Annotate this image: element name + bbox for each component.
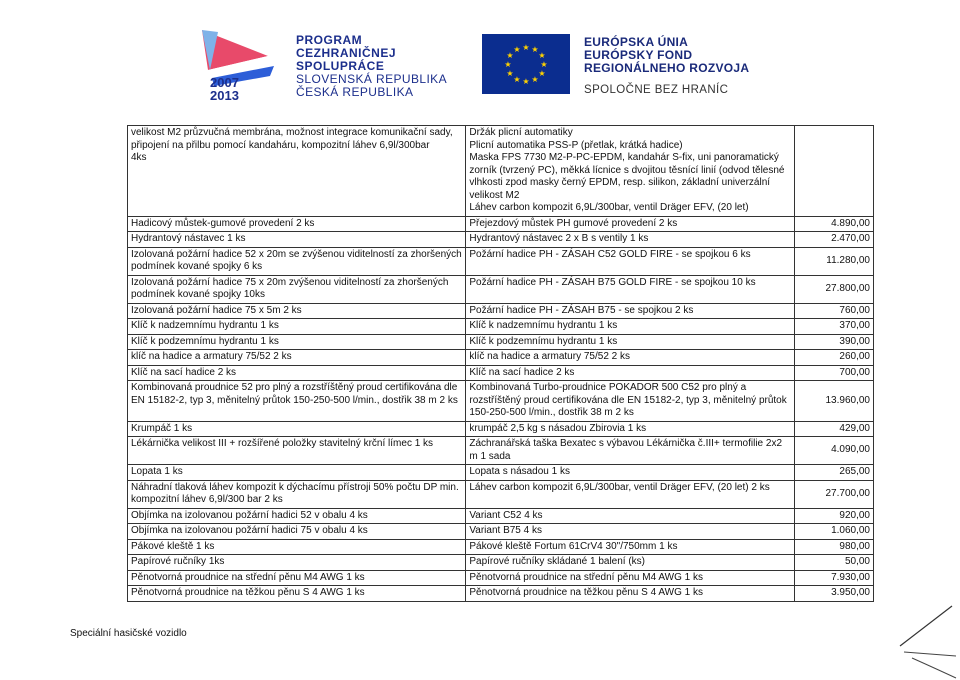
cell-required-item: velikost M2 průzvučná membrána, možnost integrace komunikační sady, připojení na přilbu pomocí kandaháru, kompozitní láhev 6,9l/300bar 4ks — [128, 126, 466, 217]
cell-offered-item: Láhev carbon kompozit 6,9L/300bar, ventil Dräger EFV, (20 let) 2 ks — [466, 480, 794, 508]
cell-offered-item: Variant B75 4 ks — [466, 524, 794, 540]
table-row — [128, 334, 874, 350]
cell-price: 429,00 — [794, 421, 873, 437]
cell-offered-item: Požární hadice PH - ZÁSAH B75 - se spojkou 2 ks — [466, 303, 794, 319]
year-end: 2013 — [210, 88, 239, 103]
cell-offered-item: klíč na hadice a armatury 75/52 2 ks — [466, 350, 794, 366]
cell-offered-item: Pákové kleště Fortum 61CrV4 30"/750mm 1 ks — [466, 539, 794, 555]
cell-offered-item: Klíč na sací hadice 2 ks — [466, 365, 794, 381]
cell-required-item: Hadicový můstek-gumové provedení 2 ks — [128, 216, 466, 232]
cell-required-item: Izolovaná požární hadice 75 x 5m 2 ks — [128, 303, 466, 319]
table-row — [128, 319, 874, 335]
table-row — [128, 247, 874, 275]
cell-offered-item: Záchranářská taška Bexatec s výbavou Lékárnička č.III+ termofilie 2x2 m 1 sada — [466, 437, 794, 465]
page-header — [0, 0, 960, 118]
program-line: PROGRAM — [296, 33, 363, 47]
cell-required-item: Kombinovaná proudnice 52 pro plný a rozstříštěný proud certifikována dle EN 15182-2, typ 3, měnitelný průtok 150-250-500 l/min., dostřik 38 m 2 ks — [128, 381, 466, 422]
table-row — [128, 539, 874, 555]
table-row — [128, 508, 874, 524]
cell-price: 980,00 — [794, 539, 873, 555]
cell-required-item: Lopata 1 ks — [128, 465, 466, 481]
cell-price: 700,00 — [794, 365, 873, 381]
eu-line: EURÓPSKY FOND — [584, 48, 693, 62]
svg-text:★: ★ — [522, 43, 530, 52]
cell-required-item: Izolovaná požární hadice 75 x 20m zvýšenou viditelností za zhoršených podmínek kované spojky 10ks — [128, 275, 466, 303]
eu-line: EURÓPSKA ÚNIA — [584, 35, 689, 49]
year-start: 2007 — [210, 75, 239, 90]
program-title — [296, 34, 447, 99]
cell-required-item: Lékárnička velikost III + rozšířené položky stavitelný krční límec 1 ks — [128, 437, 466, 465]
cell-price: 260,00 — [794, 350, 873, 366]
table-row — [128, 350, 874, 366]
cell-required-item: Krumpáč 1 ks — [128, 421, 466, 437]
table-row — [128, 275, 874, 303]
cell-offered-item: Požární hadice PH - ZÁSAH C52 GOLD FIRE - se spojkou 6 ks — [466, 247, 794, 275]
svg-text:★: ★ — [506, 51, 514, 60]
program-country: ČESKÁ REPUBLIKA — [296, 85, 414, 99]
cell-required-item: Náhradní tlaková láhev kompozit k dýchacímu přístroji 50% počtu DP min. kompozitní láhev 6,9l/300 bar 2 ks — [128, 480, 466, 508]
table-row — [128, 421, 874, 437]
corner-mark-icon — [890, 600, 960, 680]
cell-required-item: Hydrantový nástavec 1 ks — [128, 232, 466, 248]
table-row — [128, 555, 874, 571]
cell-required-item: Papírové ručníky 1ks — [128, 555, 466, 571]
cell-required-item: Pákové kleště 1 ks — [128, 539, 466, 555]
cell-offered-item: Pěnotvorná proudnice na těžkou pěnu S 4 AWG 1 ks — [466, 586, 794, 602]
cell-offered-item: Klíč k nadzemnímu hydrantu 1 ks — [466, 319, 794, 335]
cell-price: 7.930,00 — [794, 570, 873, 586]
cell-price: 3.950,00 — [794, 586, 873, 602]
table-row — [128, 570, 874, 586]
eu-motto: SPOLOČNE BEZ HRANÍC — [584, 84, 729, 96]
svg-text:★: ★ — [504, 60, 512, 69]
equipment-table — [127, 125, 874, 602]
cell-offered-item: Hydrantový nástavec 2 x B s ventily 1 ks — [466, 232, 794, 248]
cell-required-item: Pěnotvorná proudnice na těžkou pěnu S 4 AWG 1 ks — [128, 586, 466, 602]
cell-price: 4.890,00 — [794, 216, 873, 232]
cell-required-item: Klíč k podzemnímu hydrantu 1 ks — [128, 334, 466, 350]
cell-required-item: klíč na hadice a armatury 75/52 2 ks — [128, 350, 466, 366]
svg-text:★: ★ — [540, 60, 548, 69]
eu-title — [584, 36, 749, 75]
eu-flag-icon — [482, 34, 570, 94]
svg-text:★: ★ — [522, 77, 530, 86]
svg-text:★: ★ — [531, 45, 539, 54]
svg-text:★: ★ — [531, 75, 539, 84]
cell-offered-item: Držák plicní automatiky Plicní automatika PSS-P (přetlak, krátká hadice) Maska FPS 7730 M2-P-PC-EPDM, kandahár S-fix, uni panoramatický zorník (tvrzený PC), měkká lícnice s dvojitou těsnící linií (odvod tělesné vlhkosti zpod masky černý EPDM, resp. silikon, základní univerzální velikost M2 Láhev carbon kompozit 6,9L/300bar, ventil Dräger EFV, (20 let) — [466, 126, 794, 217]
footer-label: Speciální hasičské vozidlo — [70, 628, 187, 639]
cell-offered-item: Pěnotvorná proudnice na střední pěnu M4 AWG 1 ks — [466, 570, 794, 586]
table-row — [128, 381, 874, 422]
equipment-table-body — [128, 126, 874, 602]
cell-price: 2.470,00 — [794, 232, 873, 248]
cell-price: 920,00 — [794, 508, 873, 524]
cell-price: 27.700,00 — [794, 480, 873, 508]
cell-required-item: Pěnotvorná proudnice na střední pěnu M4 AWG 1 ks — [128, 570, 466, 586]
cell-required-item: Izolovaná požární hadice 52 x 20m se zvýšenou viditelností za zhoršených podmínek kované spojky 6 ks — [128, 247, 466, 275]
table-row — [128, 126, 874, 217]
cell-price: 50,00 — [794, 555, 873, 571]
table-row — [128, 524, 874, 540]
cell-price: 265,00 — [794, 465, 873, 481]
cell-offered-item: Variant C52 4 ks — [466, 508, 794, 524]
svg-text:★: ★ — [538, 51, 546, 60]
cell-price: 11.280,00 — [794, 247, 873, 275]
cell-required-item: Objímka na izolovanou požární hadici 75 v obalu 4 ks — [128, 524, 466, 540]
cell-price: 370,00 — [794, 319, 873, 335]
cell-price: 1.060,00 — [794, 524, 873, 540]
table-row — [128, 480, 874, 508]
program-line: CEZHRANIČNEJ — [296, 46, 397, 60]
cell-offered-item: krumpáč 2,5 kg s násadou Zbirovia 1 ks — [466, 421, 794, 437]
eu-line: REGIONÁLNEHO ROZVOJA — [584, 61, 750, 75]
cell-price: 390,00 — [794, 334, 873, 350]
svg-text:★: ★ — [513, 75, 521, 84]
svg-text:★: ★ — [538, 69, 546, 78]
cell-offered-item: Papírové ručníky skládané 1 balení (ks) — [466, 555, 794, 571]
cell-offered-item: Lopata s násadou 1 ks — [466, 465, 794, 481]
cell-price — [794, 126, 873, 217]
svg-text:★: ★ — [513, 45, 521, 54]
cell-price: 27.800,00 — [794, 275, 873, 303]
table-row — [128, 365, 874, 381]
table-row — [128, 586, 874, 602]
cell-offered-item: Přejezdový můstek PH gumové provedení 2 ks — [466, 216, 794, 232]
cell-price: 760,00 — [794, 303, 873, 319]
svg-text:★: ★ — [506, 69, 514, 78]
cell-price: 13.960,00 — [794, 381, 873, 422]
table-row — [128, 216, 874, 232]
table-row — [128, 437, 874, 465]
program-years — [210, 76, 239, 102]
cell-required-item: Klíč k nadzemnímu hydrantu 1 ks — [128, 319, 466, 335]
table-row — [128, 232, 874, 248]
cell-offered-item: Kombinovaná Turbo-proudnice POKADOR 500 C52 pro plný a rozstříštěný proud certifikována dle EN 15182-2, typ 3, měnitelný průtok 150-250-500 l/min., dostřik 38 m 2 ks — [466, 381, 794, 422]
table-row — [128, 303, 874, 319]
cell-offered-item: Klíč k podzemnímu hydrantu 1 ks — [466, 334, 794, 350]
cell-offered-item: Požární hadice PH - ZÁSAH B75 GOLD FIRE - se spojkou 10 ks — [466, 275, 794, 303]
cell-required-item: Klíč na sací hadice 2 ks — [128, 365, 466, 381]
program-country: SLOVENSKÁ REPUBLIKA — [296, 72, 447, 86]
table-row — [128, 465, 874, 481]
program-line: SPOLUPRÁCE — [296, 59, 385, 73]
cell-required-item: Objímka na izolovanou požární hadici 52 v obalu 4 ks — [128, 508, 466, 524]
cell-price: 4.090,00 — [794, 437, 873, 465]
